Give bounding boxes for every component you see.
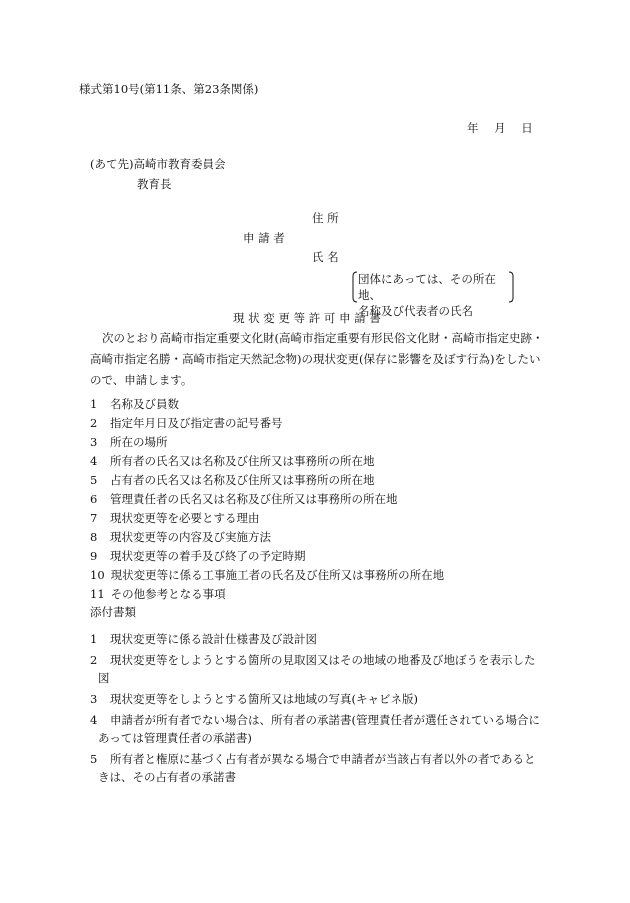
attachment-item: 5 所有者と権原に基づく占有者が異なる場合で申請者が当該占有者以外の者であると きは、その占有者の承諾書 — [90, 752, 536, 784]
applicant-label: 申 請 者 — [243, 231, 285, 245]
addressee-title: 教育長 — [137, 177, 172, 191]
list-item: 9 現状変更等の着手及び終了の予定時期 — [90, 549, 306, 563]
list-item: 6 管理責任者の氏名又は名称及び住所又は事務所の所在地 — [90, 492, 398, 506]
intro-line: 高崎市指定名勝・高崎市指定天然記念物)の現状変更(保存に影響を及ぼす行為)をしたい — [90, 352, 541, 366]
list-item: 7 現状変更等を必要とする理由 — [90, 511, 260, 525]
date-line: 年 月 日 — [467, 121, 533, 135]
addressee: (あて先)高崎市教育委員会 — [90, 157, 226, 171]
form-number: 様式第10号(第11条、第23条関係) — [79, 82, 259, 96]
list-item: 5 占有者の氏名又は名称及び住所又は事務所の所在地 — [90, 473, 375, 487]
name-label: 氏 名 — [312, 250, 339, 264]
list-item: 11 その他参考となる事項 — [90, 587, 226, 601]
intro-paragraph — [90, 328, 550, 391]
attachment-item: 1 現状変更等に係る設計仕様書及び設計図 — [90, 632, 317, 646]
application-items — [90, 395, 444, 604]
attachment-item: 2 現状変更等をしようとする箇所の見取図又はその地域の地番及び地ぼうを表示した 図 — [90, 653, 536, 685]
attachment-item: 4 申請者が所有者でない場合は、所有者の承諾書(管理責任者が選任されている場合に あっては管理責任者の承諾書) — [90, 713, 540, 745]
list-item: 10 現状変更等に係る工事施工者の氏名及び住所又は事務所の所在地 — [90, 568, 445, 582]
applicant-note-line1: 団体にあっては、その所在地、 — [358, 272, 496, 303]
list-item: 3 所在の場所 — [90, 435, 168, 449]
document-title: 現 状 変 更 等 許 可 申 請 書 — [233, 311, 381, 325]
list-item: 8 現状変更等の内容及び実施方法 — [90, 530, 271, 544]
attachment-item: 3 現状変更等をしようとする箇所又は地域の写真(キャビネ版) — [90, 692, 418, 706]
attachments-heading: 添付書類 — [90, 605, 136, 619]
intro-line: 次のとおり高崎市指定重要文化財(高崎市指定重要有形民俗文化財・高崎市指定史跡・ — [102, 331, 544, 345]
list-item: 1 名称及び員数 — [90, 397, 179, 411]
intro-line: ので、申請します。 — [90, 373, 193, 387]
list-item: 2 指定年月日及び指定書の記号番号 — [90, 416, 283, 430]
attachments-list — [90, 630, 560, 789]
applicant-note-line2: 名称及び代表者の氏名 — [358, 304, 473, 319]
list-item: 4 所有者の氏名又は名称及び住所又は事務所の所在地 — [90, 454, 375, 468]
address-label: 住 所 — [312, 211, 339, 225]
